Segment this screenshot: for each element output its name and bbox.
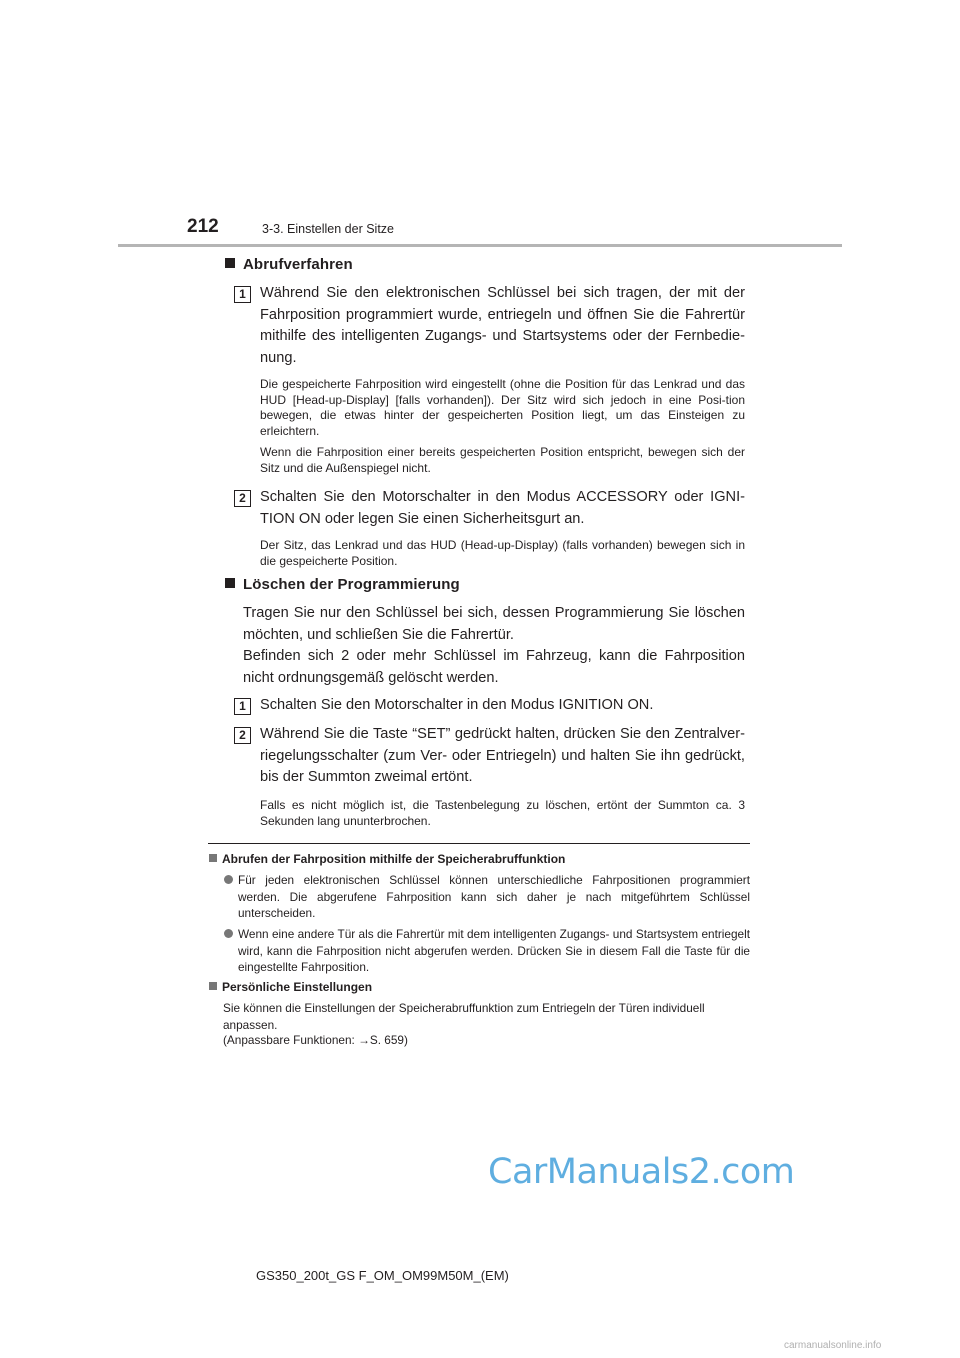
fine-bullet: Wenn eine andere Tür als die Fahrertür mit dem intelligenten Zugangs- und Startsystem entriegelt wird, kann die Fahrposition nicht abgerufen werden. Drücken Sie in diesem Fall die Taste für die eingestellte Fahrposition. [238,926,750,976]
note-paragraph: Die gespeicherte Fahrposition wird eingestellt (ohne die Position für das Lenkrad und das HUD [Head-up-Display] [falls vorhanden]). Der Sitz wird sich jedoch in eine Posi-tion bewegen, die etwas hinter der gespeicherten Position liegt, um das Einsteigen zu erleichtern. [260,377,745,438]
heading-recall: Abrufverfahren [225,256,353,273]
step-number-2: 2 [234,490,251,507]
step-text: Schalten Sie den Motorschalter in den Modus IGNITION ON. [260,697,654,713]
step-note: Der Sitz, das Lenkrad und das HUD (Head-up-Display) (falls vorhanden) bewegen sich in die gespeicherte Position. [260,538,745,568]
step-text: Während Sie den elektronischen Schlüssel bei sich tragen, der mit der Fahrposition programmiert wurde, entriegeln und öffnen Sie die Fahrertür mithilfe des intelligenten Zugangs- und Startsystems oder der Fernbedie-nung. [260,285,745,366]
intro-text: Tragen Sie nur den Schlüssel bei sich, dessen Programmierung Sie löschen möchten, und schließen Sie die Fahrertür. [243,605,745,643]
fine-paragraph: Sie können die Einstellungen der Speicherabruffunktion zum Entriegeln der Türen individuell anpassen. [223,1001,705,1032]
fine-bullet: Für jeden elektronischen Schlüssel können unterschiedliche Fahrpositionen programmiert werden. Die abgerufene Fahrposition kann sich daher je nach mitgeführtem Schlüssel unterscheiden. [238,872,750,922]
note-paragraph: Wenn die Fahrposition einer bereits gespeicherten Position entspricht, bewegen sich der Sitz und die Außenspiegel nicht. [260,445,745,475]
step-number-1: 1 [234,698,251,715]
fine-print-rule [208,843,750,844]
square-bullet-icon [209,982,217,990]
step-number-2: 2 [234,727,251,744]
fine-heading: Persönliche Einstellungen [209,980,372,994]
footer-code: GS350_200t_GS F_OM_OM99M50M_(EM) [256,1268,509,1283]
square-bullet-icon [225,578,235,588]
square-bullet-icon [225,258,235,268]
page-number: 212 [187,216,219,237]
circle-bullet-icon [224,929,233,938]
watermark-secondary: carmanualsonline.info [784,1340,882,1351]
header-rule [118,244,842,247]
intro-text: Befinden sich 2 oder mehr Schlüssel im Fahrzeug, kann die Fahrposition nicht ordnungsgemäß gelöscht werden. [243,648,745,686]
step-note [260,377,745,482]
step-text: Schalten Sie den Motorschalter in den Modus ACCESSORY oder IGNI-TION ON oder legen Sie einen Sicherheitsgurt an. [260,489,745,527]
fine-paragraph: (Anpassbare Funktionen: →S. 659) [223,1033,408,1047]
step-number-1: 1 [234,286,251,303]
heading-delete: Löschen der Programmierung [225,576,460,593]
step-note: Falls es nicht möglich ist, die Tastenbelegung zu löschen, ertönt der Summton ca. 3 Sekunden lang ununterbrochen. [260,798,745,828]
section-title: 3-3. Einstellen der Sitze [262,222,395,236]
circle-bullet-icon [224,875,233,884]
watermark: CarManuals2.com [488,1152,795,1192]
square-bullet-icon [209,854,217,862]
step-text: Während Sie die Taste “SET” gedrückt halten, drücken Sie den Zentralver-riegelungsschalter (zum Ver- oder Entriegeln) und halten Sie ihn gedrückt, bis der Summton zweimal ertönt. [260,726,745,785]
fine-heading: Abrufen der Fahrposition mithilfe der Speicherabruffunktion [209,852,565,866]
